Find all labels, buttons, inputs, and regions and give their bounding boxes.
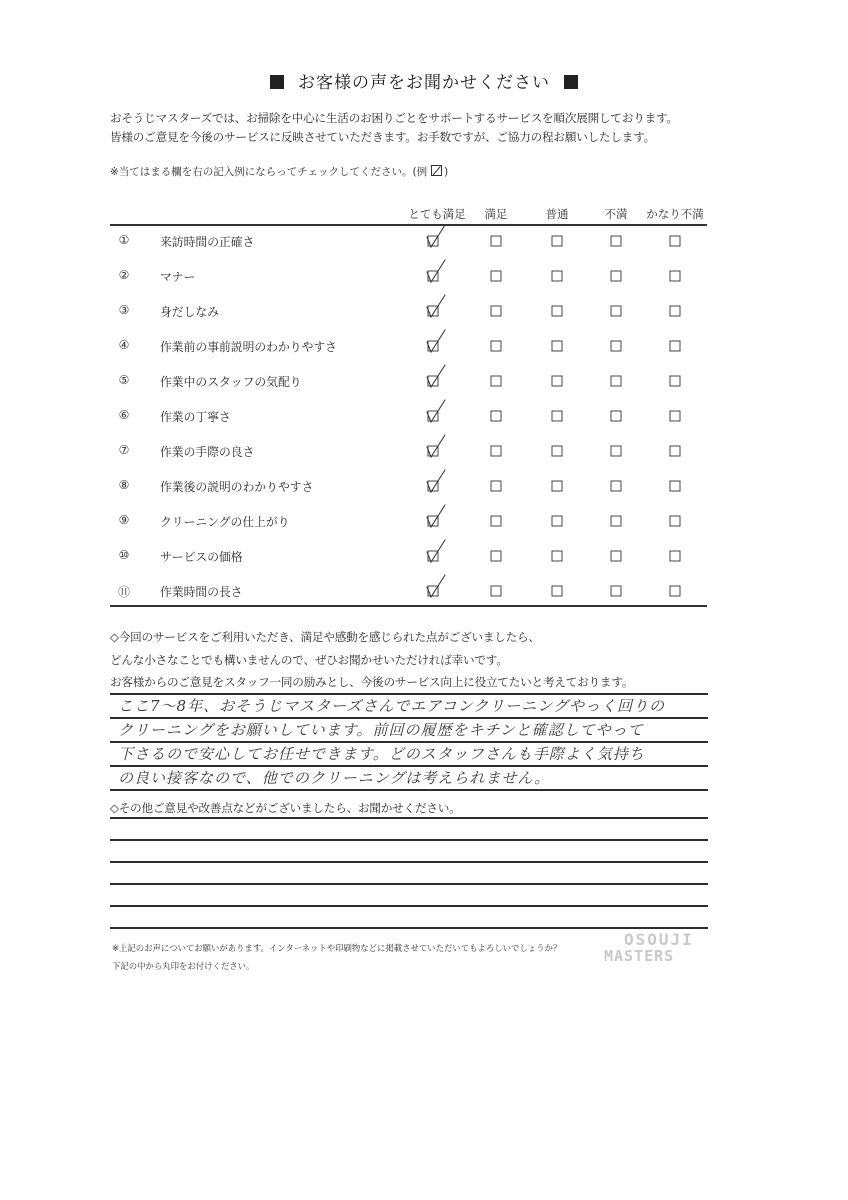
question-number: ⑩ <box>118 548 130 562</box>
question-label: 身だしなみ <box>160 305 219 319</box>
rating-checkbox[interactable] <box>611 551 622 562</box>
rating-checkbox[interactable] <box>552 516 563 527</box>
rating-checkbox[interactable] <box>670 411 681 422</box>
rating-checkbox[interactable] <box>491 236 502 247</box>
rating-checkbox[interactable] <box>670 236 681 247</box>
section3-prompt: ◇その他ご意見や改善点などがございましたら、お聞かせください。 <box>110 801 461 815</box>
handwritten-comment-line-4[interactable]: の良い接客なので、他でのクリーニングは考えられません。 <box>118 769 551 787</box>
question-label: 作業前の事前説明のわかりやすさ <box>160 340 337 354</box>
rating-checkbox[interactable] <box>670 446 681 457</box>
logo-line-1: OSOUJI <box>624 930 694 949</box>
rating-checkbox[interactable] <box>491 446 502 457</box>
rating-checkbox[interactable] <box>491 516 502 527</box>
question-number: ⑥ <box>118 408 130 422</box>
column-header-neutral: 普通 <box>545 207 569 221</box>
checked-box-example-icon <box>431 165 442 176</box>
footer-note-1: ※上記のお声についてお願いがあります。インターネットや印刷物などに掲載させていただいてもよろしいでしょうか？ <box>112 943 562 953</box>
rating-checkbox[interactable] <box>491 341 502 352</box>
logo-line-2: MASTERS <box>604 947 675 965</box>
rating-checkbox[interactable] <box>491 306 502 317</box>
question-number: ③ <box>118 303 130 317</box>
instruction-close: ) <box>444 166 449 178</box>
intro-line-1: おそうじマスターズでは、お掃除を中心に生活のお困りごとをサポートするサービスを順次展開しております。 <box>110 111 678 125</box>
footer-note-2: 下記の中から丸印をお付けください。 <box>112 961 255 971</box>
rating-checkbox[interactable] <box>611 341 622 352</box>
form-title <box>0 68 848 93</box>
rating-checkbox[interactable] <box>611 236 622 247</box>
rating-checkbox[interactable] <box>611 271 622 282</box>
section2-prompt-3: お客様からのご意見をスタッフ一同の励みとし、今後のサービス向上に役立てたいと考えております。 <box>110 675 634 689</box>
rating-checkbox[interactable] <box>428 306 439 317</box>
rating-checkbox[interactable] <box>670 341 681 352</box>
rating-checkbox[interactable] <box>611 411 622 422</box>
question-label: 作業の手際の良さ <box>160 445 255 459</box>
question-number: ⑨ <box>118 513 130 527</box>
response-line-1[interactable] <box>110 839 708 841</box>
question-number: ⑪ <box>117 585 131 599</box>
question-label: 作業中のスタッフの気配り <box>160 375 302 389</box>
rating-checkbox[interactable] <box>670 481 681 492</box>
rating-checkbox[interactable] <box>428 586 439 597</box>
rating-checkbox[interactable] <box>552 271 563 282</box>
rating-checkbox[interactable] <box>428 376 439 387</box>
response-line-3[interactable] <box>110 883 708 885</box>
rating-checkbox[interactable] <box>670 586 681 597</box>
response-line-4[interactable] <box>110 905 708 907</box>
rating-checkbox[interactable] <box>552 236 563 247</box>
section2-prompt-2: どんな小さなことでも構いませんので、ぜひお聞かせいただければ幸いです。 <box>110 653 508 667</box>
response-line-5[interactable] <box>110 927 708 929</box>
form-title-text: お客様の声をお聞かせください <box>298 73 550 93</box>
handwritten-comment-line-2[interactable]: クリーニングをお願いしています。前回の履歴をキチンと確認してやって <box>118 721 644 739</box>
rating-checkbox[interactable] <box>491 411 502 422</box>
rating-checkbox[interactable] <box>428 516 439 527</box>
question-number: ⑤ <box>118 373 130 387</box>
rating-checkbox[interactable] <box>428 446 439 457</box>
rating-checkbox[interactable] <box>670 271 681 282</box>
handwritten-comment-line-1[interactable]: ここ7～8年、おそうじマスターズさんでエアコンクリーニングやっく回りの <box>118 697 665 715</box>
question-label: 作業の丁寧さ <box>160 410 231 424</box>
question-number: ② <box>118 268 130 282</box>
question-label: 来訪時間の正確さ <box>160 235 255 249</box>
rating-checkbox[interactable] <box>611 481 622 492</box>
rating-checkbox[interactable] <box>611 376 622 387</box>
section2-prompt-1: ◇今回のサービスをご利用いただき、満足や感動を感じられた点がございましたら、 <box>110 630 540 644</box>
question-number: ④ <box>118 338 130 352</box>
question-label: 作業時間の長さ <box>160 585 243 599</box>
rating-checkbox[interactable] <box>491 481 502 492</box>
intro-line-2: 皆様のご意見を今後のサービスに反映させていただきます。お手数ですが、ご協力の程お願いしたします。 <box>110 130 656 144</box>
instruction-note <box>110 164 448 179</box>
square-bullet-icon <box>270 75 284 89</box>
table-top-rule <box>110 224 707 226</box>
column-header-dissatisfied: 不満 <box>604 207 628 221</box>
question-label: クリーニングの仕上がり <box>160 515 290 529</box>
question-number: ① <box>118 233 130 247</box>
rating-checkbox[interactable] <box>428 551 439 562</box>
rating-checkbox[interactable] <box>552 586 563 597</box>
rating-checkbox[interactable] <box>611 446 622 457</box>
rating-checkbox[interactable] <box>491 586 502 597</box>
rating-checkbox[interactable] <box>428 481 439 492</box>
instruction-text: ※当てはまる欄を右の記入例にならってチェックしてください。(例 <box>110 166 428 178</box>
rating-checkbox[interactable] <box>670 551 681 562</box>
rating-checkbox[interactable] <box>611 586 622 597</box>
writing-line <box>110 789 708 791</box>
rating-checkbox[interactable] <box>428 341 439 352</box>
column-header-satisfied: 満足 <box>484 207 508 221</box>
column-header-very-dissatisfied: かなり不満 <box>646 207 704 221</box>
rating-checkbox[interactable] <box>552 341 563 352</box>
rating-checkbox[interactable] <box>611 516 622 527</box>
question-label: 作業後の説明のわかりやすさ <box>160 480 314 494</box>
rating-checkbox[interactable] <box>552 306 563 317</box>
rating-checkbox[interactable] <box>428 236 439 247</box>
question-number: ⑧ <box>118 478 130 492</box>
rating-checkbox[interactable] <box>670 306 681 317</box>
square-bullet-icon <box>564 75 578 89</box>
handwritten-comment-line-3[interactable]: 下さるので安心してお任せできます。どのスタッフさんも手際よく気持ち <box>118 745 645 763</box>
rating-checkbox[interactable] <box>670 516 681 527</box>
rating-checkbox[interactable] <box>428 271 439 282</box>
question-label: サービスの価格 <box>160 550 243 564</box>
rating-checkbox[interactable] <box>552 411 563 422</box>
rating-checkbox[interactable] <box>491 271 502 282</box>
osouji-masters-logo <box>604 932 714 964</box>
writing-line <box>110 817 708 819</box>
table-bottom-rule <box>110 605 707 607</box>
rating-checkbox[interactable] <box>552 481 563 492</box>
question-label: マナー <box>160 270 196 284</box>
rating-checkbox[interactable] <box>491 376 502 387</box>
column-header-very-satisfied: とても満足 <box>408 207 466 221</box>
rating-checkbox[interactable] <box>552 551 563 562</box>
rating-checkbox[interactable] <box>670 376 681 387</box>
response-line-2[interactable] <box>110 861 708 863</box>
rating-checkbox[interactable] <box>552 446 563 457</box>
rating-checkbox[interactable] <box>552 376 563 387</box>
rating-checkbox[interactable] <box>428 411 439 422</box>
rating-checkbox[interactable] <box>611 306 622 317</box>
rating-checkbox[interactable] <box>491 551 502 562</box>
question-number: ⑦ <box>118 443 130 457</box>
